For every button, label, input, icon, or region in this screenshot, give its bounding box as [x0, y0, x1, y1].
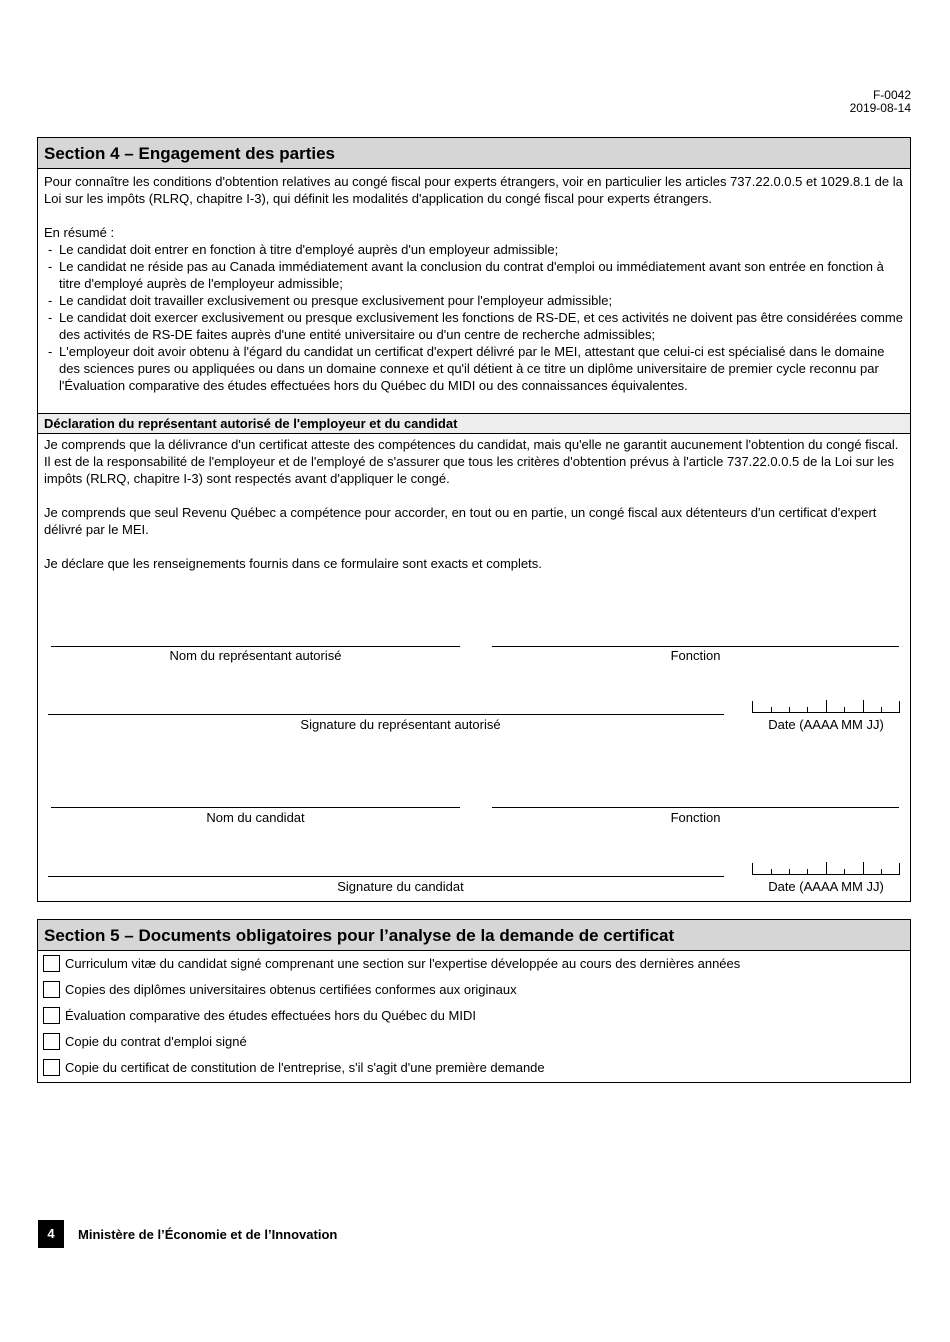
- list-item: - Le candidat doit travailler exclusivement ou presque exclusivement pour l'employeur admissible;: [44, 292, 904, 309]
- intro-paragraph: Pour connaître les conditions d'obtention relatives au congé fiscal pour experts étrangers, voir en particulier les articles 737.22.0.0.5 et 1029.8.1 de la Loi sur les impôts (RLRQ, chapitre I-3), qui définit les modalités d'application du congé fiscal pour experts étrangers.: [44, 174, 903, 206]
- checkbox[interactable]: [43, 1033, 60, 1050]
- cand-date-label: Date (AAAA MM JJ): [768, 879, 884, 894]
- summary-label: En résumé :: [44, 225, 115, 240]
- section-4-title: Section 4 – Engagement des parties: [38, 138, 910, 169]
- checklist-label: Copies des diplômes universitaires obtenus certifiées conformes aux originaux: [65, 982, 517, 997]
- checklist-item-cv: [38, 951, 910, 977]
- checkbox[interactable]: [43, 1007, 60, 1024]
- declaration-paragraph: Je comprends que la délivrance d'un certificat atteste des compétences du candidat, mais qu'elle ne garantit aucunement l'obtention du congé fiscal. Il est de la responsabilité de l'employeur et de l'employé de s'assurer que tous les critères d'obtention prévus à l'article 737.22.0.0.5 de la Loi sur les impôts (RLRQ, chapitre I-3) sont respectés avant d'appliquer le congé.: [44, 437, 899, 486]
- checklist-label: Curriculum vitæ du candidat signé comprenant une section sur l'expertise développée au cours des dernières années: [65, 956, 741, 971]
- page-number: 4: [38, 1220, 64, 1248]
- list-item: - L'employeur doit avoir obtenu à l'égard du candidat un certificat d'expert délivré par le MEI, attestant que celui-ci est spécialisé dans le domaine des sciences pures ou appliquées ou dans un domaine connexe et qu'il détient à ce titre un diplôme universitaire de premier cycle reconnu par l'Évaluation comparative des études effectuées hors du Québec du MIDI ou des connaissances équivalentes.: [44, 343, 904, 394]
- ministry-name: Ministère de l’Économie et de l’Innovation: [78, 1226, 338, 1242]
- page-footer: [38, 1220, 337, 1248]
- section-5-title: Section 5 – Documents obligatoires pour l’analyse de la demande de certificat: [38, 920, 910, 951]
- checklist-label: Copie du certificat de constitution de l'entreprise, s'il s'agit d'une première demande: [65, 1060, 545, 1075]
- checklist-item-incorporation: [38, 1055, 910, 1081]
- rep-date-field[interactable]: [752, 701, 900, 713]
- list-item: - Le candidat ne réside pas au Canada immédiatement avant la conclusion du contrat d'emploi ou immédiatement avant son entrée en fonction à titre d'employé auprès de l'employeur admissible;: [44, 258, 904, 292]
- signature-area: [38, 138, 910, 901]
- rep-function-field[interactable]: [492, 646, 899, 647]
- checkbox[interactable]: [43, 1059, 60, 1076]
- rep-name-label: Nom du représentant autorisé: [169, 648, 342, 663]
- checklist-item-contract: [38, 1029, 910, 1055]
- checkbox[interactable]: [43, 981, 60, 998]
- cand-signature-field[interactable]: [48, 876, 724, 877]
- checklist-item-evaluation: [38, 1003, 910, 1029]
- checkbox[interactable]: [43, 955, 60, 972]
- cand-name-label: Nom du candidat: [206, 810, 305, 825]
- checklist-item-diplomas: [38, 977, 910, 1003]
- form-reference: [850, 89, 911, 115]
- rep-signature-label: Signature du représentant autorisé: [300, 717, 501, 732]
- declaration-paragraph: Je déclare que les renseignements fournis dans ce formulaire sont exacts et complets.: [44, 556, 542, 571]
- form-version-date: 2019-08-14: [849, 101, 911, 115]
- cand-name-field[interactable]: [51, 807, 460, 808]
- checklist-label: Évaluation comparative des études effectuées hors du Québec du MIDI: [65, 1008, 476, 1023]
- checklist-label: Copie du contrat d'emploi signé: [65, 1034, 247, 1049]
- cand-date-field[interactable]: [752, 863, 900, 875]
- list-item: - Le candidat doit exercer exclusivement ou presque exclusivement les fonctions de RS-DE, et ces activités ne doivent pas être considérées comme des activités de RS-DE faites auprès d'une entité universitaire ou d'un centre de recherche admissibles;: [44, 309, 904, 343]
- declaration-paragraph: Je comprends que seul Revenu Québec a compétence pour accorder, en tout ou en partie, un congé fiscal aux détenteurs d'un certificat d'expert délivré par le MEI.: [44, 505, 877, 537]
- section-5: [37, 919, 911, 1083]
- rep-function-label: Fonction: [670, 648, 721, 663]
- documents-checklist: [38, 951, 910, 1081]
- cand-function-label: Fonction: [670, 810, 721, 825]
- cand-function-field[interactable]: [492, 807, 899, 808]
- cand-signature-label: Signature du candidat: [337, 879, 464, 894]
- list-item: - Le candidat doit entrer en fonction à titre d'employé auprès d'un employeur admissible;: [44, 241, 904, 258]
- declaration-title: Déclaration du représentant autorisé de l'employeur et du candidat: [38, 413, 910, 434]
- rep-date-label: Date (AAAA MM JJ): [768, 717, 884, 732]
- section-4: [37, 137, 911, 902]
- form-number: F-0042: [872, 88, 911, 102]
- rep-signature-field[interactable]: [48, 714, 724, 715]
- rep-name-field[interactable]: [51, 646, 460, 647]
